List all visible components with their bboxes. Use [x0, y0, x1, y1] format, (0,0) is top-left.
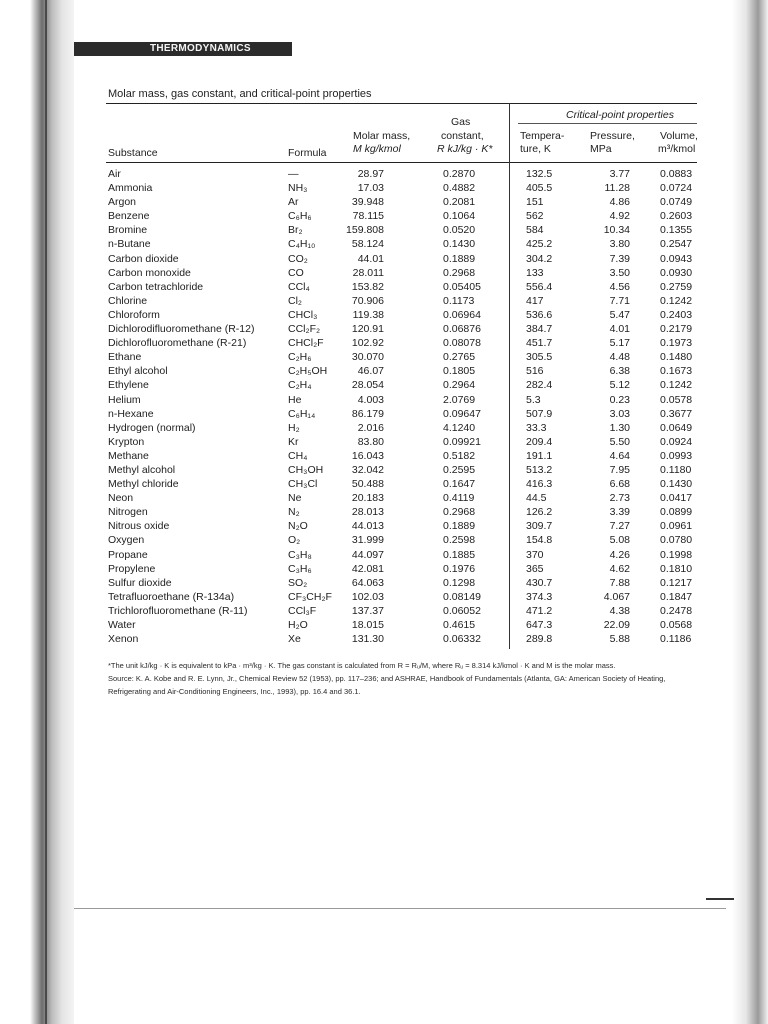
critical-point-rule	[518, 123, 697, 124]
cell-volume: 0.0899	[660, 506, 693, 519]
table-row	[0, 590, 768, 604]
cell-volume: 0.0961	[660, 520, 693, 533]
cell-volume: 0.1242	[660, 294, 693, 307]
cell-pressure: 5.50	[609, 435, 630, 448]
cell-volume: 0.0943	[660, 252, 693, 265]
cell-pressure: 11.28	[604, 182, 630, 195]
cell-substance: Nitrogen	[108, 506, 148, 519]
cell-temperature: 425.2	[526, 238, 553, 251]
cell-substance: Methyl chloride	[108, 478, 179, 491]
cell-temperature: 5.3	[526, 393, 541, 406]
cell-molar-mass: 20.183	[351, 492, 384, 505]
cell-substance: Oxygen	[108, 534, 145, 547]
cell-molar-mass: 153.82	[351, 280, 384, 293]
cell-gas-constant: 0.2964	[443, 379, 476, 392]
cell-pressure: 4.01	[609, 323, 630, 336]
cell-temperature: 562	[526, 210, 544, 223]
cell-pressure: 3.80	[609, 238, 630, 251]
cell-molar-mass: 28.054	[351, 379, 384, 392]
cell-volume: 0.0749	[660, 196, 693, 209]
cell-formula: CH₄	[288, 449, 308, 462]
page-bottom-mark	[706, 898, 734, 900]
header-molar-mass-line1: Molar mass,	[353, 130, 411, 142]
table-row	[0, 308, 768, 322]
cell-molar-mass: 70.906	[351, 294, 384, 307]
cell-volume: 0.1998	[660, 548, 693, 561]
cell-pressure: 3.03	[609, 407, 630, 420]
cell-gas-constant: 0.0520	[443, 224, 476, 237]
cell-substance: Methyl alcohol	[108, 463, 176, 476]
cell-gas-constant: 0.4615	[443, 619, 476, 631]
cell-molar-mass: 17.03	[357, 182, 384, 195]
table-row	[0, 336, 768, 350]
cell-pressure: 0.23	[609, 393, 630, 406]
cell-formula: C₄H₁₀	[288, 238, 316, 251]
header-gas-line1: Gas	[451, 116, 471, 128]
cell-pressure: 2.73	[609, 492, 630, 505]
cell-substance: Sulfur dioxide	[108, 576, 172, 589]
header-pressure-line2: MPa	[590, 143, 612, 155]
cell-substance: Carbon monoxide	[108, 266, 191, 279]
table-row	[0, 604, 768, 618]
cell-substance: Ethane	[108, 351, 142, 364]
table-top-rule	[106, 103, 697, 104]
cell-molar-mass: 50.488	[351, 478, 384, 491]
cell-pressure: 7.88	[609, 576, 630, 589]
header-formula: Formula	[288, 147, 327, 159]
cell-pressure: 5.17	[609, 337, 630, 350]
header-volume-line2: m³/kmol	[658, 143, 696, 155]
cell-volume: 0.1355	[660, 224, 693, 237]
cell-pressure: 4.86	[609, 196, 630, 209]
cell-formula: C₂H₆	[288, 351, 312, 364]
cell-temperature: 507.9	[526, 407, 553, 420]
cell-gas-constant: 0.05405	[443, 280, 481, 293]
table-row	[0, 294, 768, 308]
cell-gas-constant: 0.06964	[443, 308, 481, 321]
cell-temperature: 282.4	[526, 379, 553, 392]
cell-volume: 0.2179	[660, 323, 693, 336]
table-row	[0, 421, 768, 435]
table-body	[0, 167, 768, 646]
cell-temperature: 126.2	[526, 506, 553, 519]
table-row	[0, 533, 768, 547]
table-row	[0, 252, 768, 266]
cell-molar-mass: 28.013	[351, 506, 384, 519]
cell-pressure: 6.68	[609, 478, 630, 491]
cell-molar-mass: 131.30	[351, 633, 384, 646]
table-row	[0, 505, 768, 519]
cell-formula: CH₃OH	[288, 463, 324, 476]
cell-temperature: 405.5	[526, 182, 553, 195]
cell-gas-constant: 2.0769	[443, 393, 476, 406]
cell-substance: Dichlorofluoromethane (R-21)	[108, 337, 247, 350]
cell-substance: Chlorine	[108, 294, 148, 307]
cell-formula: O₂	[288, 534, 301, 547]
cell-molar-mass: 30.070	[351, 351, 384, 364]
cell-molar-mass: 137.37	[351, 604, 384, 617]
cell-molar-mass: 28.011	[352, 266, 384, 279]
cell-volume: 0.0417	[660, 492, 693, 505]
cell-molar-mass: 83.80	[357, 435, 384, 448]
cell-molar-mass: 18.015	[351, 619, 384, 631]
cell-pressure: 10.34	[603, 224, 630, 237]
table-row	[0, 280, 768, 294]
cell-molar-mass: 102.92	[351, 337, 384, 350]
cell-substance: Air	[108, 168, 121, 180]
cell-gas-constant: 0.1173	[443, 294, 475, 307]
cell-temperature: 365	[526, 562, 544, 575]
table-row	[0, 167, 768, 181]
table-footnotes	[108, 659, 708, 698]
header-temperature-line2: ture, K	[520, 143, 551, 155]
table-row	[0, 364, 768, 378]
cell-temperature: 416.3	[526, 478, 553, 491]
cell-substance: Propylene	[108, 562, 156, 575]
cell-volume: 0.0993	[660, 449, 693, 462]
cell-volume: 0.1430	[660, 478, 693, 491]
cell-pressure: 4.48	[609, 351, 630, 364]
cell-formula: SO₂	[288, 576, 308, 589]
cell-temperature: 430.7	[526, 576, 553, 589]
cell-gas-constant: 0.2081	[443, 196, 476, 209]
table-row	[0, 491, 768, 505]
cell-formula: Ar	[288, 196, 299, 209]
table-row	[0, 350, 768, 364]
cell-molar-mass: 32.042	[351, 463, 384, 476]
cell-substance: Krypton	[108, 435, 145, 448]
cell-pressure: 7.27	[609, 520, 630, 533]
cell-gas-constant: 0.2598	[443, 534, 476, 547]
cell-gas-constant: 0.06876	[443, 323, 481, 336]
cell-temperature: 374.3	[526, 590, 553, 603]
cell-temperature: 556.4	[526, 280, 553, 293]
cell-pressure: 5.12	[609, 379, 630, 392]
table-row	[0, 181, 768, 195]
cell-volume: 0.0780	[660, 534, 693, 547]
cell-formula: —	[288, 168, 299, 180]
cell-pressure: 6.38	[609, 365, 630, 378]
cell-gas-constant: 0.5182	[443, 449, 476, 462]
cell-formula: CO	[288, 266, 304, 279]
cell-volume: 0.2603	[660, 210, 693, 223]
cell-formula: Ne	[288, 492, 302, 505]
cell-substance: Tetrafluoroethane (R-134a)	[108, 590, 235, 603]
header-substance: Substance	[108, 147, 158, 159]
cell-pressure: 4.64	[609, 449, 630, 462]
cell-formula: Br₂	[288, 224, 303, 237]
cell-molar-mass: 159.808	[346, 224, 384, 237]
cell-formula: CHCl₂F	[288, 337, 324, 350]
table-title: Molar mass, gas constant, and critical-point properties	[108, 88, 372, 100]
cell-gas-constant: 0.06052	[443, 604, 481, 617]
cell-molar-mass: 44.01	[357, 252, 384, 265]
cell-gas-constant: 0.4119	[443, 492, 475, 505]
cell-pressure: 3.50	[609, 266, 630, 279]
cell-substance: Ethyl alcohol	[108, 365, 168, 378]
cell-volume: 0.2478	[660, 604, 693, 617]
page-bottom-rule	[74, 908, 726, 909]
cell-volume: 0.1217	[660, 576, 693, 589]
cell-gas-constant: 0.09921	[443, 435, 481, 448]
table-row	[0, 618, 768, 632]
cell-gas-constant: 0.1430	[443, 238, 476, 251]
cell-formula: C₃H₈	[288, 548, 312, 561]
cell-gas-constant: 0.1647	[443, 478, 476, 491]
table-row	[0, 435, 768, 449]
cell-gas-constant: 0.2968	[443, 266, 476, 279]
cell-formula: He	[288, 393, 302, 406]
table-row	[0, 223, 768, 237]
cell-formula: Cl₂	[288, 294, 302, 307]
table-row	[0, 449, 768, 463]
header-pressure-line1: Pressure,	[590, 130, 635, 142]
cell-substance: Ammonia	[108, 182, 153, 195]
cell-temperature: 209.4	[526, 435, 553, 448]
cell-molar-mass: 120.91	[351, 323, 384, 336]
table-row	[0, 195, 768, 209]
cell-formula: C₂H₄	[288, 379, 312, 392]
cell-volume: 0.1180	[660, 463, 692, 476]
cell-temperature: 191.1	[526, 449, 553, 462]
header-critical-point: Critical-point properties	[566, 109, 674, 121]
cell-molar-mass: 16.043	[351, 449, 384, 462]
table-header-rule	[106, 162, 697, 163]
table-row	[0, 237, 768, 251]
cell-gas-constant: 0.1889	[443, 252, 476, 265]
cell-gas-constant: 0.2968	[443, 506, 476, 519]
cell-gas-constant: 0.06332	[443, 633, 481, 646]
cell-gas-constant: 0.4882	[443, 182, 476, 195]
cell-molar-mass: 86.179	[351, 407, 384, 420]
cell-formula: H₂	[288, 421, 300, 434]
header-temperature-line1: Tempera-	[520, 130, 565, 142]
cell-formula: C₆H₁₄	[288, 407, 316, 420]
cell-temperature: 516	[526, 365, 544, 378]
cell-temperature: 417	[526, 294, 544, 307]
cell-volume: 0.0930	[660, 266, 693, 279]
cell-gas-constant: 4.1240	[443, 421, 476, 434]
cell-volume: 0.0883	[660, 168, 693, 180]
cell-pressure: 4.62	[609, 562, 630, 575]
cell-volume: 0.2403	[660, 308, 693, 321]
cell-formula: N₂	[288, 506, 300, 519]
cell-formula: C₆H₆	[288, 210, 312, 223]
cell-volume: 0.0578	[660, 393, 693, 406]
cell-volume: 0.2759	[660, 280, 693, 293]
cell-substance: Benzene	[108, 210, 150, 223]
cell-gas-constant: 0.2595	[443, 463, 476, 476]
cell-molar-mass: 64.063	[351, 576, 384, 589]
cell-formula: CH₃Cl	[288, 478, 318, 491]
cell-temperature: 151	[526, 196, 544, 209]
cell-temperature: 370	[526, 548, 544, 561]
cell-molar-mass: 102.03	[351, 590, 384, 603]
cell-gas-constant: 0.1805	[443, 365, 476, 378]
cell-molar-mass: 44.013	[351, 520, 384, 533]
header-gas-line2: constant,	[441, 130, 484, 142]
cell-pressure: 4.067	[603, 590, 630, 603]
cell-formula: C₂H₅OH	[288, 365, 328, 378]
cell-molar-mass: 2.016	[357, 421, 384, 434]
cell-substance: Water	[108, 619, 136, 631]
cell-volume: 0.3677	[660, 407, 693, 420]
cell-pressure: 3.39	[609, 506, 630, 519]
cell-pressure: 3.77	[609, 168, 630, 180]
cell-formula: Xe	[288, 633, 301, 646]
cell-formula: CCl₂F₂	[288, 323, 321, 336]
cell-formula: CCl₄	[288, 280, 310, 293]
cell-gas-constant: 0.08149	[443, 590, 481, 603]
cell-formula: NH₃	[288, 182, 308, 195]
cell-gas-constant: 0.09647	[443, 407, 481, 420]
cell-formula: C₃H₆	[288, 562, 312, 575]
table-row	[0, 562, 768, 576]
cell-volume: 0.1186	[660, 633, 692, 646]
cell-formula: N₂O	[288, 520, 308, 533]
cell-substance: Hydrogen (normal)	[108, 421, 196, 434]
table-row	[0, 519, 768, 533]
cell-pressure: 5.08	[609, 534, 630, 547]
cell-temperature: 44.5	[526, 492, 547, 505]
cell-volume: 0.1847	[660, 590, 693, 603]
cell-pressure: 22.09	[603, 619, 630, 631]
cell-substance: Methane	[108, 449, 149, 462]
cell-temperature: 471.2	[526, 604, 553, 617]
cell-gas-constant: 0.1976	[443, 562, 476, 575]
cell-substance: Propane	[108, 548, 148, 561]
cell-pressure: 7.71	[609, 294, 630, 307]
cell-substance: Ethylene	[108, 379, 149, 392]
cell-substance: Carbon tetrachloride	[108, 280, 204, 293]
table-row	[0, 463, 768, 477]
header-molar-mass-line2: M kg/kmol	[353, 143, 401, 155]
cell-substance: Chloroform	[108, 308, 160, 321]
cell-volume: 0.1810	[660, 562, 693, 575]
cell-volume: 0.1973	[660, 337, 693, 350]
table-row	[0, 266, 768, 280]
cell-temperature: 309.7	[526, 520, 553, 533]
table-row	[0, 393, 768, 407]
cell-temperature: 513.2	[526, 463, 553, 476]
cell-substance: Xenon	[108, 633, 139, 646]
cell-temperature: 132.5	[526, 168, 553, 180]
cell-molar-mass: 28.97	[357, 168, 384, 180]
cell-volume: 0.1480	[660, 351, 693, 364]
cell-substance: Dichlorodifluoromethane (R-12)	[108, 323, 255, 336]
cell-molar-mass: 58.124	[351, 238, 384, 251]
table-row	[0, 322, 768, 336]
cell-temperature: 305.5	[526, 351, 553, 364]
cell-volume: 0.1673	[660, 365, 693, 378]
cell-molar-mass: 31.999	[351, 534, 384, 547]
cell-formula: CHCl₃	[288, 308, 318, 321]
cell-molar-mass: 46.07	[357, 365, 384, 378]
table-row	[0, 632, 768, 646]
cell-pressure: 4.38	[609, 604, 630, 617]
cell-substance: Neon	[108, 492, 134, 505]
footnote-source: Source: K. A. Kobe and R. E. Lynn, Jr., Chemical Review 52 (1953), pp. 117–236; and ASHRAE, Handbook of Fundamentals (Atlanta, GA: American Society of Heating, Refrigerating and Air-Conditioning Engineers, Inc., 1993), pp. 16.4 and 36.1.	[108, 674, 666, 696]
cell-temperature: 384.7	[526, 323, 553, 336]
cell-temperature: 33.3	[526, 421, 547, 434]
footnote-units: *The unit kJ/kg · K is equivalent to kPa · m³/kg · K. The gas constant is calculated from R = Rᵤ/M, where Rᵤ = 8.314 kJ/kmol · K and M is the molar mass.	[108, 661, 616, 670]
cell-gas-constant: 0.2765	[443, 351, 476, 364]
cell-gas-constant: 0.08078	[443, 337, 481, 350]
cell-gas-constant: 0.1885	[443, 548, 476, 561]
cell-molar-mass: 4.003	[357, 393, 384, 406]
cell-substance: Argon	[108, 196, 137, 209]
cell-temperature: 451.7	[526, 337, 553, 350]
cell-volume: 0.2547	[660, 238, 693, 251]
cell-gas-constant: 0.1298	[443, 576, 476, 589]
cell-molar-mass: 44.097	[351, 548, 384, 561]
cell-substance: Bromine	[108, 224, 148, 237]
cell-gas-constant: 0.2870	[443, 168, 476, 180]
cell-pressure: 4.26	[609, 548, 630, 561]
cell-formula: H₂O	[288, 619, 308, 631]
cell-substance: n-Hexane	[108, 407, 154, 420]
table-row	[0, 378, 768, 392]
cell-formula: CCl₃F	[288, 604, 317, 617]
cell-substance: Helium	[108, 393, 141, 406]
cell-temperature: 304.2	[526, 252, 553, 265]
cell-substance: Nitrous oxide	[108, 520, 170, 533]
cell-temperature: 133	[526, 266, 544, 279]
table-row	[0, 209, 768, 223]
cell-temperature: 289.8	[526, 633, 553, 646]
cell-pressure: 7.39	[609, 252, 630, 265]
cell-pressure: 7.95	[609, 463, 630, 476]
cell-pressure: 4.92	[609, 210, 630, 223]
cell-temperature: 536.6	[526, 308, 553, 321]
cell-gas-constant: 0.1889	[443, 520, 476, 533]
chapter-label: THERMODYNAMICS	[150, 43, 251, 54]
cell-temperature: 647.3	[526, 619, 553, 631]
cell-volume: 0.0649	[660, 421, 693, 434]
cell-molar-mass: 78.115	[352, 210, 384, 223]
cell-pressure: 5.88	[609, 633, 630, 646]
table-row	[0, 548, 768, 562]
table-row	[0, 576, 768, 590]
cell-substance: n-Butane	[108, 238, 151, 251]
header-gas-line3: R kJ/kg · K*	[437, 143, 493, 155]
cell-pressure: 5.47	[609, 308, 630, 321]
table-row	[0, 477, 768, 491]
cell-molar-mass: 119.38	[352, 308, 384, 321]
cell-volume: 0.0568	[660, 619, 693, 631]
cell-substance: Trichlorofluoromethane (R-11)	[108, 604, 248, 617]
header-volume-line1: Volume,	[660, 130, 698, 142]
cell-formula: Kr	[288, 435, 299, 448]
cell-molar-mass: 39.948	[351, 196, 384, 209]
cell-gas-constant: 0.1064	[443, 210, 476, 223]
cell-substance: Carbon dioxide	[108, 252, 179, 265]
cell-volume: 0.1242	[660, 379, 693, 392]
table-row	[0, 407, 768, 421]
cell-volume: 0.0924	[660, 435, 693, 448]
cell-temperature: 584	[526, 224, 544, 237]
cell-pressure: 1.30	[609, 421, 630, 434]
cell-temperature: 154.8	[526, 534, 553, 547]
cell-formula: CO₂	[288, 252, 308, 265]
cell-formula: CF₃CH₂F	[288, 590, 332, 603]
cell-volume: 0.0724	[660, 182, 693, 195]
cell-molar-mass: 42.081	[351, 562, 384, 575]
cell-pressure: 4.56	[609, 280, 630, 293]
